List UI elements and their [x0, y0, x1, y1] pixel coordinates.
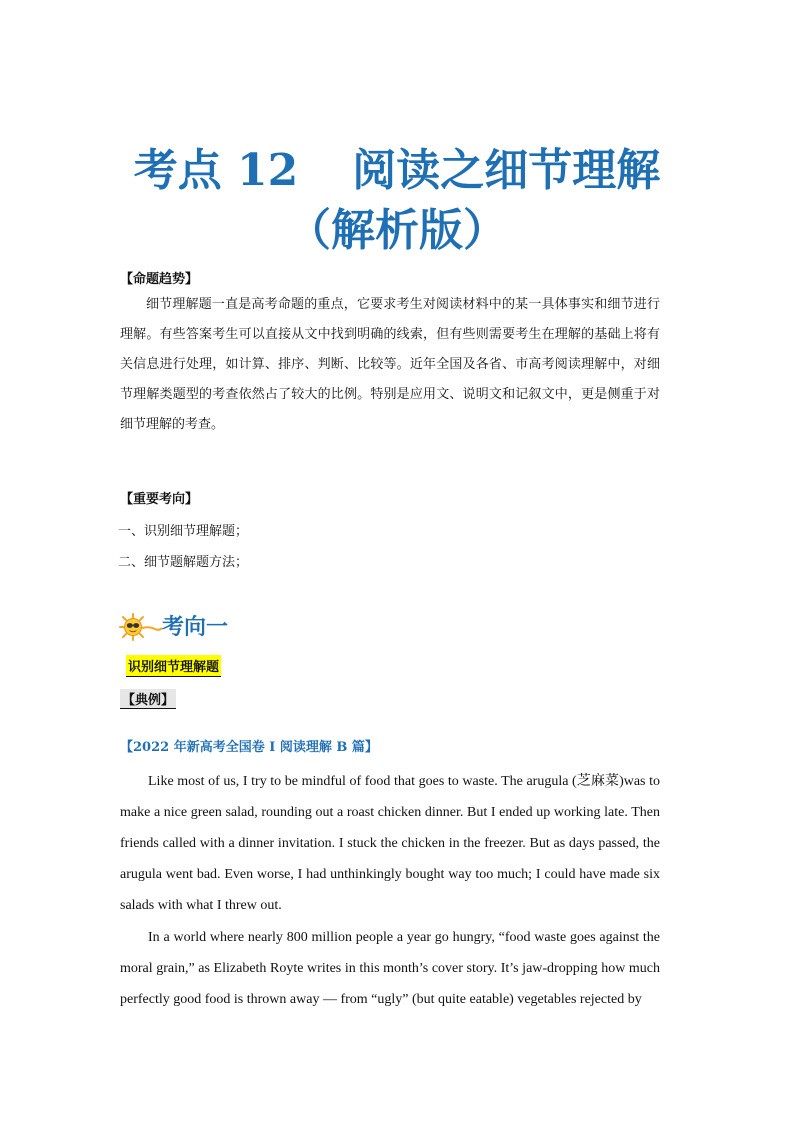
example-paragraph-2: In a world where nearly 800 million people a year go hungry, “food waste goes against the moral grain,” as Elizabeth Royte writes in this month’s cover story. It’s jaw-dropping how much perfectly good food is thrown away — from “ugly” (but quite eatable) vegetables rejected by: [120, 930, 660, 1007]
document-subtitle: （解析版）: [287, 205, 507, 256]
direction-one-title: 考向一: [162, 615, 229, 640]
example-paragraph-1: Like most of us, I try to be mindful of food that goes to waste. The arugula (芝麻菜)was to make a nice green salad, rounding out a roast chicken dinner. But I ended up working late. Then friends called with a dinner invitation. I stuck the chicken in the freezer. But as days passed, the arugula went bad. Even worse, I had unthinkingly bought way too much; I could have made six salads with what I threw out.: [120, 774, 660, 913]
direction-one-subtitle: 识别细节理解题: [126, 655, 221, 677]
example-source: 【2022 年新高考全国卷 I 阅读理解 B 篇】: [120, 740, 378, 755]
direction-list-item-2: 二、细节题解题方法；: [118, 555, 249, 570]
direction-list-item-1: 一、识别细节理解题；: [118, 524, 249, 539]
trend-label: 【命题趋势】: [120, 272, 199, 287]
title-part1: 考点 12: [133, 145, 299, 196]
key-directions-label: 【重要考向】: [120, 492, 199, 507]
document-title: [0, 145, 794, 197]
trend-paragraph: 细节理解题一直是高考命题的重点，它要求考生对阅读材料中的某一具体事实和细节进行理解。有些答案考生可以直接从文中找到明确的线索，但有些则需要考生在理解的基础上将有关信息进行处理，如计算、排序、判断、比较等。近年全国及各省、市高考阅读理解中，对细节理解类题型的考查依然占了较大的比例。特别是应用文、说明文和记叙文中，更是侧重于对细节理解的考查。: [120, 297, 660, 432]
sun-with-sunglasses-icon: [117, 612, 163, 642]
title-part2: 阅读之细节理解: [352, 145, 661, 196]
example-label: 【典例】: [120, 689, 176, 709]
